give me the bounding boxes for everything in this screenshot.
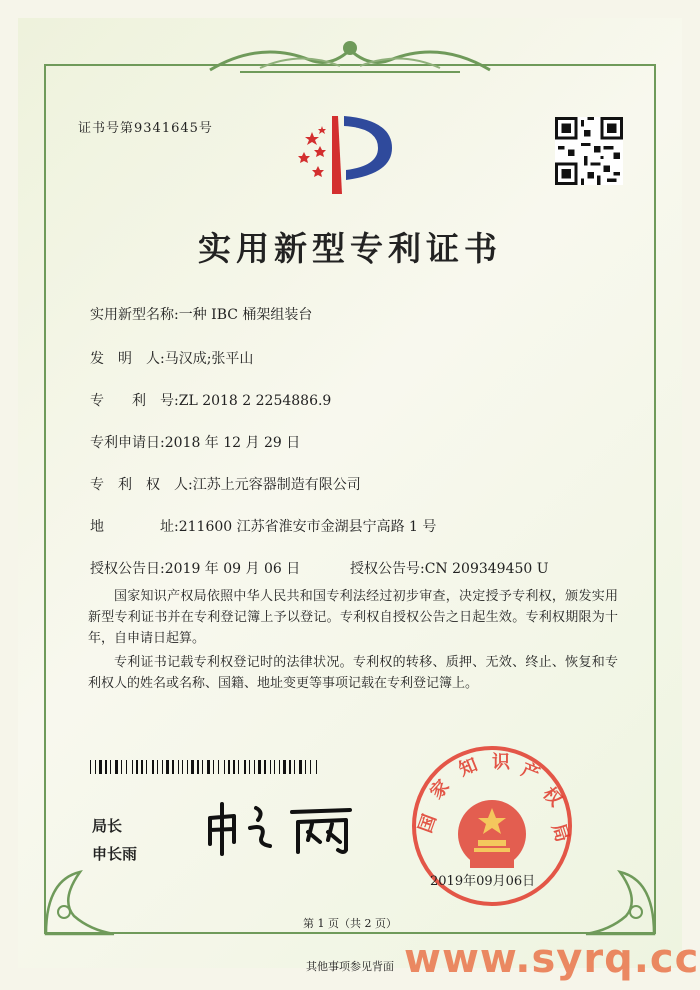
barcode-bar [90, 760, 91, 774]
barcode-bar [316, 760, 317, 774]
patent-office-logo [292, 110, 402, 194]
field-value: 211600 江苏省淮安市金湖县宁高路 1 号 [178, 519, 437, 535]
barcode-bar [99, 760, 102, 774]
barcode-bar [110, 760, 111, 774]
certificate-number: 证书号第9341645号 [78, 121, 213, 136]
barcode-bar [172, 760, 174, 774]
barcode-bar [202, 760, 203, 774]
barcode-bar [254, 760, 255, 774]
barcode-bar [105, 760, 107, 774]
barcode-bar [228, 760, 230, 774]
field-label: 地 址: [90, 519, 179, 535]
field-patent-number [90, 390, 331, 410]
field-filing-date [90, 432, 300, 452]
field-label: 专 利 号: [90, 393, 179, 409]
field-value: CN 209349450 U [424, 561, 549, 577]
qr-code [555, 117, 623, 185]
barcode-bar [132, 760, 133, 774]
back-note: 其他事项参见背面 [306, 960, 394, 973]
barcode-bar [224, 760, 225, 774]
barcode-bar [146, 760, 147, 774]
barcode-bar [162, 760, 163, 774]
barcode-bar [258, 760, 261, 774]
barcode-bar [191, 760, 194, 774]
barcode-bar [274, 760, 275, 774]
statement-paragraph-1: 国家知识产权局依照中华人民共和国专利法经过初步审查，决定授予专利权，颁发实用新型专利证书并在专利登记簿上予以登记。专利权自授权公告之日起生效。专利权期限为十年，自申请日起算。 [88, 589, 618, 646]
barcode-bar [197, 760, 199, 774]
svg-text:权: 权 [538, 783, 566, 811]
barcode-bar [249, 760, 250, 774]
signatory-name: 申长雨 [92, 845, 138, 863]
field-value: ZL 2018 2 2254886.9 [178, 393, 332, 409]
barcode [90, 760, 322, 774]
field-value: 2019 年 09 月 06 日 [164, 561, 301, 577]
field-inventor [90, 348, 253, 368]
signatory-title: 局长 [92, 817, 123, 835]
field-utility-model-name [90, 304, 312, 324]
barcode-bar [244, 760, 246, 774]
svg-text:国: 国 [414, 811, 441, 836]
barcode-bar [279, 760, 280, 774]
field-patentee [90, 474, 361, 494]
barcode-bar [182, 760, 183, 774]
barcode-bar [187, 760, 188, 774]
field-label: 发 明 人: [90, 351, 165, 367]
statement-paragraph-2: 专利证书记载专利权登记时的法律状况。专利权的转移、质押、无效、终止、恢复和专利权人的姓名或名称、国籍、地址变更等事项记载在专利登记簿上。 [88, 655, 618, 691]
barcode-bar [136, 760, 138, 774]
barcode-bar [264, 760, 266, 774]
field-grant-number [350, 558, 549, 578]
barcode-bar [283, 760, 286, 774]
field-value: 江苏上元容器制造有限公司 [192, 477, 361, 493]
barcode-bar [233, 760, 235, 774]
svg-text:知: 知 [456, 754, 481, 781]
certificate-title: 实用新型专利证书 [198, 229, 502, 268]
field-label: 专利申请日: [90, 435, 165, 451]
barcode-bar [270, 760, 271, 774]
watermark: www.syrq.cc [404, 936, 700, 982]
barcode-bar [289, 760, 291, 774]
page-indicator: 第 1 页（共 2 页） [303, 917, 397, 930]
barcode-bar [218, 760, 219, 774]
field-value: 马汉成;张平山 [164, 351, 254, 367]
barcode-bar [178, 760, 179, 774]
barcode-bar [305, 760, 306, 774]
svg-text:家: 家 [426, 775, 454, 804]
svg-text:产: 产 [518, 759, 543, 786]
svg-text:局: 局 [547, 821, 573, 845]
field-label: 实用新型名称: [90, 307, 179, 323]
barcode-bar [152, 760, 154, 774]
field-value: 2018 年 12 月 29 日 [164, 435, 301, 451]
issue-date: 2019年09月06日 [430, 874, 536, 889]
field-value: 一种 IBC 桶架组装台 [178, 307, 313, 323]
barcode-bar [310, 760, 311, 774]
field-address [90, 516, 436, 536]
field-grant-date [90, 558, 300, 578]
top-ornament [200, 30, 500, 80]
barcode-bar [126, 760, 127, 774]
barcode-bar [157, 760, 158, 774]
barcode-bar [95, 760, 96, 774]
barcode-bar [166, 760, 169, 774]
field-label: 授权公告号: [350, 561, 425, 577]
barcode-bar [141, 760, 143, 774]
field-label: 专 利 权 人: [90, 477, 193, 493]
svg-text:识: 识 [492, 752, 510, 773]
barcode-bar [238, 760, 239, 774]
handwritten-signature [200, 798, 360, 856]
barcode-bar [213, 760, 214, 774]
barcode-bar [207, 760, 210, 774]
barcode-bar [121, 760, 122, 774]
barcode-bar [299, 760, 302, 774]
field-label: 授权公告日: [90, 561, 165, 577]
barcode-bar [294, 760, 295, 774]
barcode-bar [115, 760, 118, 774]
